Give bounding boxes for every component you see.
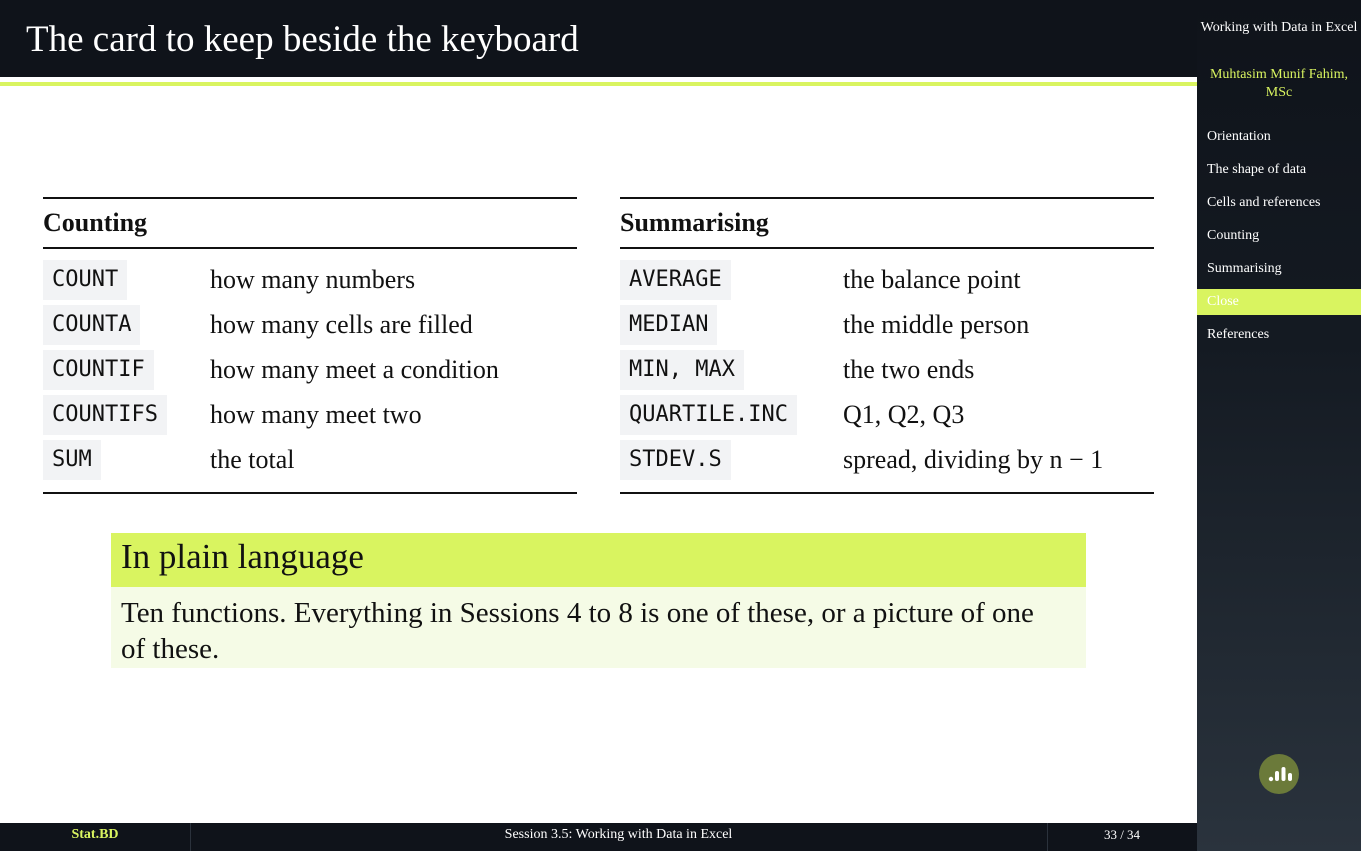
function-name: MIN, MAX [620,350,744,390]
page-title: The card to keep beside the keyboard [26,19,579,60]
bar-chart-logo-icon[interactable] [1259,754,1299,794]
nav-item-references[interactable]: References [1207,327,1270,342]
nav-item-counting[interactable]: Counting [1207,228,1260,243]
nav-item-orientation[interactable]: Orientation [1207,129,1271,144]
function-description: the middle person [843,310,1030,339]
slide-header [0,0,1197,77]
table-row [620,257,1154,302]
summarising-table [620,197,1154,494]
function-description: how many cells are filled [210,310,473,339]
counting-heading: Counting [43,199,577,249]
function-description: how many numbers [210,265,416,294]
function-name: COUNTA [43,305,140,345]
author-name: Muhtasim Munif Fahim, MSc [1209,67,1349,100]
function-description: spread, dividing by n − 1 [843,445,1104,474]
function-name: AVERAGE [620,260,731,300]
table-row [43,437,577,482]
table-row [620,437,1154,482]
nav-item-shape-of-data[interactable]: The shape of data [1207,162,1307,177]
slide-footer [0,823,1197,851]
function-description: Q1, Q2, Q3 [843,400,965,429]
counting-table [43,197,577,494]
table-row [620,392,1154,437]
function-name: STDEV.S [620,440,731,480]
presentation-title: Working with Data in Excel [1200,20,1358,35]
header-accent-rule [0,82,1197,86]
sidebar [1197,0,1361,851]
function-name: MEDIAN [620,305,717,345]
table-row [620,302,1154,347]
function-name: QUARTILE.INC [620,395,797,435]
callout-body [111,587,1086,668]
callout-text: Ten functions. Everything in Sessions 4 to 8 is one of these, or a picture of one of these. [121,597,1034,665]
callout-header [111,533,1086,587]
nav-item-close[interactable]: Close [1197,289,1361,315]
callout-title: In plain language [121,537,364,576]
function-name: COUNTIF [43,350,154,390]
function-description: the two ends [843,355,975,384]
footer-session-title: Session 3.5: Working with Data in Excel [190,823,1048,851]
function-name: COUNTIFS [43,395,167,435]
table-row [620,347,1154,392]
section-nav [1197,124,1361,355]
summarising-heading: Summarising [620,199,1154,249]
table-row [43,257,577,302]
footer-brand: Stat.BD [0,823,191,851]
function-description: how many meet a condition [210,355,499,384]
table-row [43,302,577,347]
nav-item-cells-and-references[interactable]: Cells and references [1207,195,1321,210]
table-row [43,392,577,437]
table-row [43,347,577,392]
page-number: 33 / 34 [1103,827,1141,842]
nav-item-summarising[interactable]: Summarising [1207,261,1282,276]
function-name: SUM [43,440,101,480]
function-description: how many meet two [210,400,422,429]
function-description: the balance point [843,265,1021,294]
function-name: COUNT [43,260,127,300]
function-description: the total [210,445,295,474]
